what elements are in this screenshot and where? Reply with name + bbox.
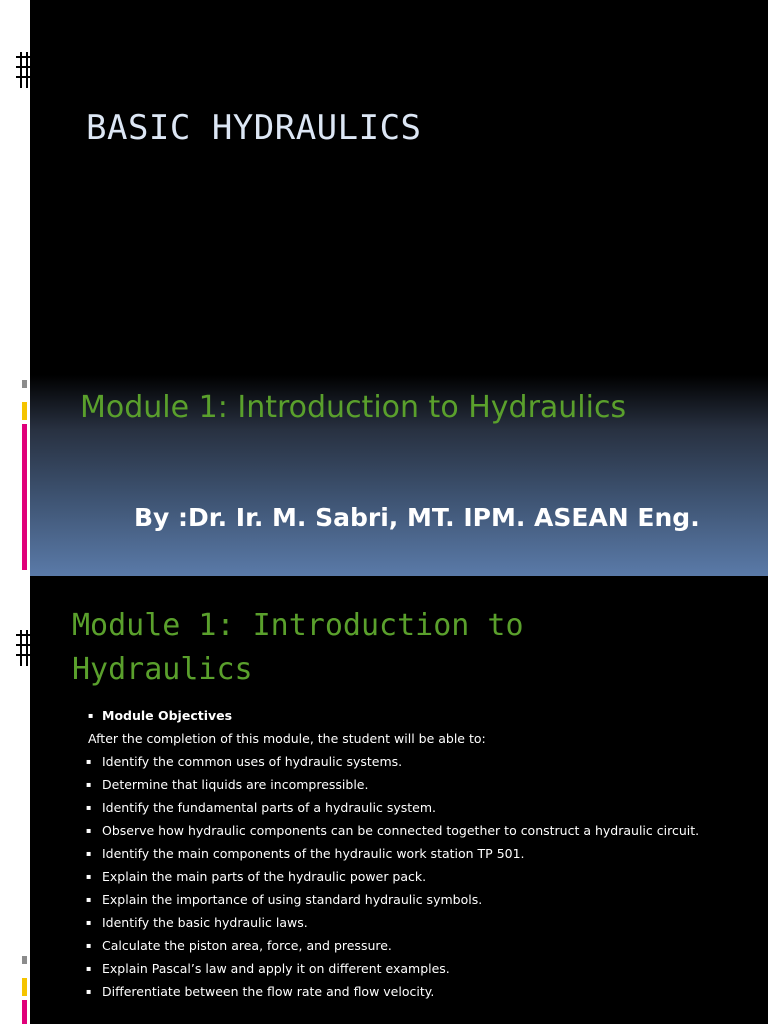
- intro-row: [86, 727, 726, 750]
- bullet-icon: ▪: [88, 711, 94, 720]
- slide-1-author: By :Dr. Ir. M. Sabri, MT. IPM. ASEAN Eng.: [134, 503, 700, 532]
- slide-2-title-line-2: Hydraulics: [72, 652, 253, 687]
- bullet-icon: ▪: [86, 895, 92, 904]
- objective-text: Explain Pascal’s law and apply it on different examples.: [102, 961, 450, 976]
- slide-1-title: BASIC HYDRAULICS: [86, 108, 422, 148]
- objective-item: [86, 819, 726, 842]
- objective-text: Determine that liquids are incompressible.: [102, 777, 369, 792]
- slide-2-title: [72, 604, 732, 692]
- objective-item: [86, 980, 726, 1003]
- bullet-icon: ▪: [86, 964, 92, 973]
- objective-item: [86, 842, 726, 865]
- objective-item: [86, 957, 726, 980]
- slide-1-subtitle: Module 1: Introduction to Hydraulics: [80, 390, 627, 425]
- objective-text: Identify the fundamental parts of a hydraulic system.: [102, 800, 436, 815]
- left-edge-decoration-top: [16, 630, 32, 670]
- objective-item: [86, 865, 726, 888]
- objective-text: Explain the importance of using standard hydraulic symbols.: [102, 892, 483, 907]
- left-edge-color-stripe: [22, 956, 30, 1024]
- objective-item: [86, 796, 726, 819]
- objective-text: Identify the basic hydraulic laws.: [102, 915, 308, 930]
- section-heading-row: [86, 704, 726, 727]
- objective-item: [86, 934, 726, 957]
- objective-text: Explain the main parts of the hydraulic power pack.: [102, 869, 427, 884]
- left-edge-color-stripe: [22, 380, 30, 570]
- bullet-icon: ▪: [86, 849, 92, 858]
- bullet-icon: ▪: [86, 757, 92, 766]
- objective-item: [86, 911, 726, 934]
- objective-text: Observe how hydraulic components can be connected together to construct a hydraulic circuit.: [102, 823, 700, 838]
- objective-item: [86, 773, 726, 796]
- objective-text: Identify the main components of the hydraulic work station TP 501.: [102, 846, 525, 861]
- bullet-icon: ▪: [86, 987, 92, 996]
- objective-item: [86, 750, 726, 773]
- objective-text: Differentiate between the flow rate and flow velocity.: [102, 984, 435, 999]
- objectives-list: [86, 704, 726, 1003]
- bullet-icon: ▪: [86, 780, 92, 789]
- bullet-icon: ▪: [86, 918, 92, 927]
- objective-item: [86, 888, 726, 911]
- bullet-icon: ▪: [86, 872, 92, 881]
- objective-text: Calculate the piston area, force, and pressure.: [102, 938, 392, 953]
- bullet-icon: ▪: [86, 826, 92, 835]
- bullet-icon: ▪: [86, 941, 92, 950]
- objective-text: Identify the common uses of hydraulic systems.: [102, 754, 403, 769]
- slide-2: [0, 576, 768, 1024]
- bullet-icon: ▪: [86, 803, 92, 812]
- left-edge-decoration-top: [16, 52, 32, 92]
- slide-2-title-line-1: Module 1: Introduction to: [72, 608, 524, 643]
- intro-text: After the completion of this module, the student will be able to:: [88, 731, 486, 746]
- section-heading: Module Objectives: [102, 708, 233, 723]
